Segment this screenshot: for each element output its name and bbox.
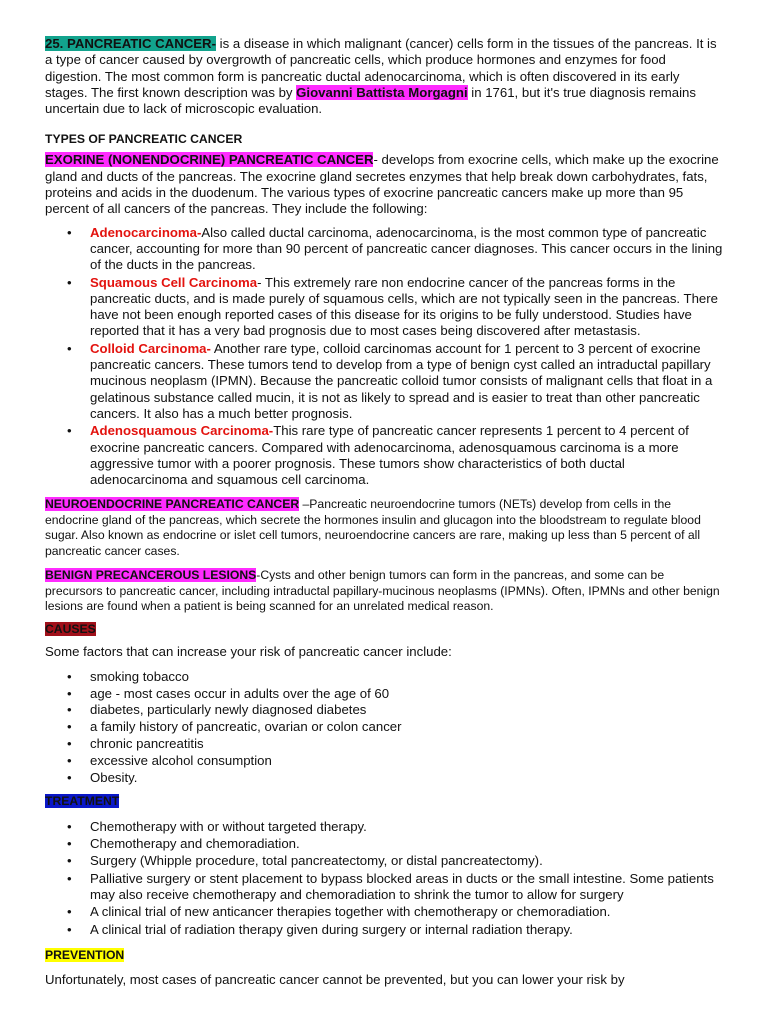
bullet-icon: • <box>67 423 72 439</box>
list-item <box>45 770 725 787</box>
list-item <box>45 423 725 488</box>
type-name: Squamous Cell Carcinoma <box>90 274 258 290</box>
list-item <box>45 669 725 686</box>
cause-text: excessive alcohol consumption <box>90 752 272 768</box>
cause-text: a family history of pancreatic, ovarian or colon cancer <box>90 719 402 735</box>
bullet-icon: • <box>67 752 72 768</box>
bullet-icon: • <box>67 818 72 834</box>
prevention-text: Unfortunately, most cases of pancreatic cancer cannot be prevented, but you can lower your risk by <box>45 972 625 988</box>
treatment-text: Surgery (Whipple procedure, total pancreatectomy, or distal pancreatectomy). <box>90 853 543 869</box>
list-item <box>45 836 725 852</box>
bullet-icon: • <box>67 870 72 886</box>
bullet-icon: • <box>67 836 72 852</box>
list-item <box>45 719 725 736</box>
benign-paragraph <box>45 568 725 615</box>
list-item <box>45 753 725 770</box>
list-item <box>45 686 725 703</box>
neuroendocrine-heading: NEUROENDOCRINE PANCREATIC CANCER <box>45 497 300 512</box>
treatment-heading: TREATMENT <box>45 794 120 809</box>
bullet-icon: • <box>67 853 72 869</box>
type-name: Colloid Carcinoma- <box>90 340 211 356</box>
bullet-icon: • <box>67 274 72 290</box>
treatment-text: Chemotherapy with or without targeted therapy. <box>90 818 367 834</box>
type-text: Another rare type, colloid carcinomas account for 1 percent to 3 percent of exocrine pancreatic cancers. These tumors tend to develop from a type of benign cyst called an intraductal papillary mucinous neoplasm (IPMN). Because the pancreatic colloid tumor consists of malignant cells that float in a gelatinous substance called mucin, it is not as likely to spread and is easier to treat than other pancreatic cancers. It also has a much better prognosis. <box>90 340 713 421</box>
causes-heading: CAUSES <box>45 621 96 636</box>
type-text: - This extremely rare non endocrine cancer of the pancreas forms in the pancreatic ducts, and is made purely of squamous cells, which are not typically seen in the pancreas. There have not been enough reported cases of this disease for its origins to be fully understood. Studies have reported that it has a very bad prognosis due to most cases being discovered after metastasis. <box>90 274 718 339</box>
treatment-heading-line <box>45 794 725 810</box>
exocrine-text: - develops from exocrine cells, which make up the exocrine gland and ducts of the pancreas. The exocrine gland secretes enzymes that help break down carbohydrates, fats, proteins and acids in the duodenum. The various types of exocrine pancreatic cancers make up more than 95 percent of all cancers of the pancreas. They include the following: <box>45 152 719 217</box>
bullet-icon: • <box>67 735 72 751</box>
exocrine-types-list <box>45 225 725 489</box>
bullet-icon: • <box>67 340 72 356</box>
list-item <box>45 904 725 920</box>
prevention-heading: PREVENTION <box>45 947 125 962</box>
bullet-icon: • <box>67 904 72 920</box>
exocrine-paragraph <box>45 152 725 217</box>
prevention-heading-line <box>45 948 725 964</box>
cause-text: chronic pancreatitis <box>90 735 204 751</box>
document-page <box>45 36 725 989</box>
exocrine-heading: EXORINE (NONENDOCRINE) PANCREATIC CANCER <box>45 152 374 168</box>
list-item <box>45 225 725 274</box>
intro-text-before: is a disease in which malignant (cancer) cells form in the tissues of the pancreas. It is a type of cancer caused by overgrowth of pancreatic cells, which produce hormones and enzymes for food digestion. The most common form is pancreatic ductal adenocarcinoma, which is often discovered in its early stages. The first known description was by <box>45 36 717 100</box>
list-item <box>45 702 725 719</box>
list-item <box>45 275 725 340</box>
bullet-icon: • <box>67 719 72 735</box>
type-name: Adenocarcinoma- <box>90 224 202 240</box>
benign-text: -Cysts and other benign tumors can form in the pancreas, and some can be precursors to pancreatic cancer, including intraductal papillary-mucinous neoplasms (IPMNs). Often, IPMNs and other benign lesions are found when a patient is being scanned for an unrelated medical reason. <box>45 568 720 614</box>
list-item <box>45 853 725 869</box>
treatment-text: A clinical trial of new anticancer therapies together with chemotherapy or chemoradiation. <box>90 904 611 920</box>
benign-heading: BENIGN PRECANCEROUS LESIONS <box>45 568 257 583</box>
intro-paragraph <box>45 36 725 117</box>
neuroendocrine-text: –Pancreatic neuroendocrine tumors (NETs) develop from cells in the endocrine gland of the pancreas, which secrete the hormones insulin and glucagon into the bloodstream to regulate blood sugar. Also known as endocrine or islet cell tumors, neuroendocrine cancers are rare, making up less than 5 percent of all pancreatic cancer cases. <box>45 497 701 558</box>
type-text: Also called ductal carcinoma, adenocarcinoma, is the most common type of pancreatic cancer, accounting for more than 90 percent of pancreatic cancer diagnoses. This cancer occurs in the lining of the ducts in the pancreas. <box>90 224 723 273</box>
types-heading: TYPES OF PANCREATIC CANCER <box>45 132 243 147</box>
bullet-icon: • <box>67 685 72 701</box>
list-item <box>45 736 725 753</box>
bullet-icon: • <box>67 668 72 684</box>
causes-list <box>45 669 725 787</box>
cause-text: age - most cases occur in adults over the age of 60 <box>90 685 390 701</box>
bullet-icon: • <box>67 769 72 785</box>
list-item <box>45 922 725 938</box>
causes-heading-line <box>45 622 725 638</box>
treatment-text: A clinical trial of radiation therapy given during surgery or internal radiation therapy. <box>90 921 573 937</box>
document-title: 25. PANCREATIC CANCER- <box>45 36 216 51</box>
cause-text: diabetes, particularly newly diagnosed diabetes <box>90 702 367 718</box>
person-name-highlight: Giovanni Battista Morgagni <box>296 84 468 100</box>
neuroendocrine-paragraph <box>45 497 725 559</box>
bullet-icon: • <box>67 224 72 240</box>
type-name: Adenosquamous Carcinoma- <box>90 423 274 439</box>
type-text: This rare type of pancreatic cancer represents 1 percent to 4 percent of exocrine pancreatic cancers. Compared with adenocarcinoma, adenosquamous carcinoma is a more aggressive tumor with a poorer prognosis. These tumors show characteristics of both ductal adenocarcinoma and squamous cell carcinoma. <box>90 423 689 488</box>
list-item <box>45 341 725 422</box>
treatment-list <box>45 819 725 938</box>
causes-intro: Some factors that can increase your risk of pancreatic cancer include: <box>45 644 452 660</box>
cause-text: smoking tobacco <box>90 668 189 684</box>
cause-text: Obesity. <box>90 769 138 785</box>
intro-text-after: in 1761, but it's true diagnosis remains uncertain due to lack of microscopic evaluation. <box>45 84 696 117</box>
bullet-icon: • <box>67 921 72 937</box>
bullet-icon: • <box>67 702 72 718</box>
list-item <box>45 819 725 835</box>
treatment-text: Palliative surgery or stent placement to bypass blocked areas in ducts or the small intestine. Some patients may also receive chemotherapy and chemoradiation to shrink the tumor to allow for surgery <box>90 870 714 902</box>
list-item <box>45 871 725 904</box>
treatment-text: Chemotherapy and chemoradiation. <box>90 836 300 852</box>
